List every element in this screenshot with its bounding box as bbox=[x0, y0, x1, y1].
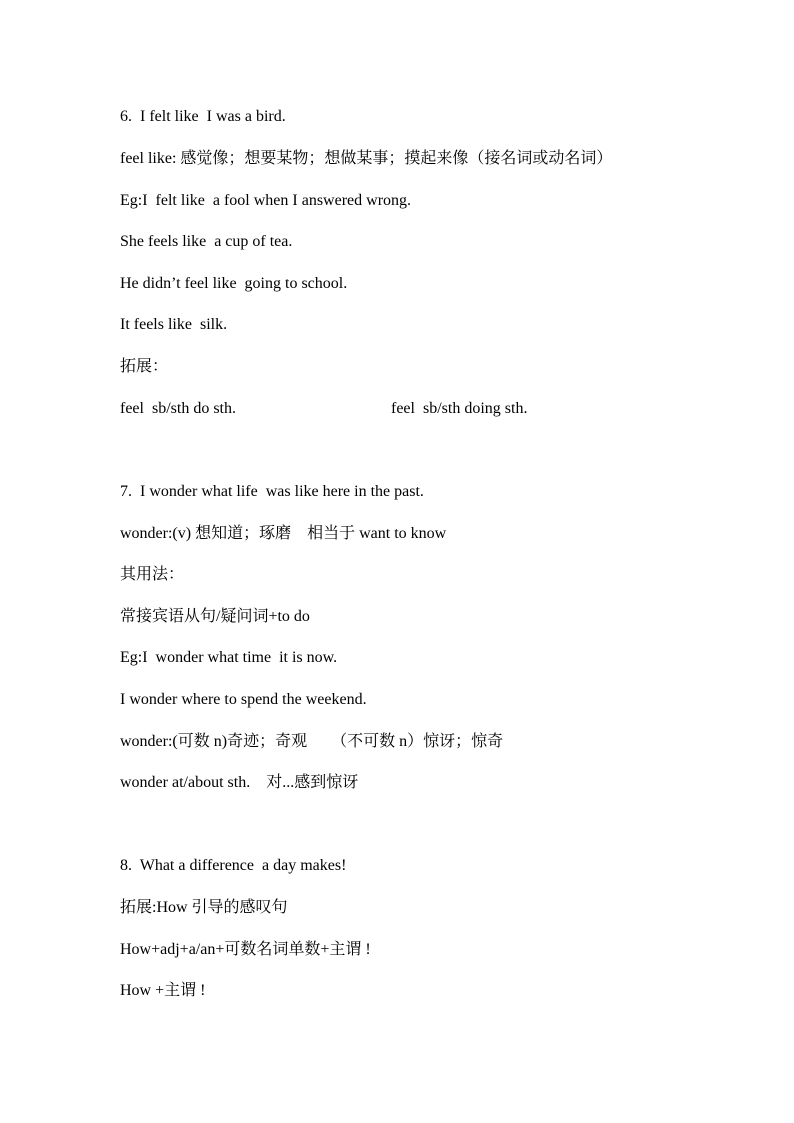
usage-label: 其用法： bbox=[120, 566, 185, 583]
example-sentence: Eg:I wonder what time it is now. bbox=[120, 649, 338, 666]
example-sentence: She feels like a cup of tea. bbox=[120, 233, 293, 250]
extension-pattern-right: feel sb/sth doing sth. bbox=[391, 400, 528, 417]
extension-label: 拓展： bbox=[120, 358, 169, 375]
wonder-noun-definition: wonder:(可数 n)奇迹；奇观 （不可数 n）惊讶；惊奇 bbox=[120, 733, 504, 750]
extension-note: 拓展:How 引导的感叹句 bbox=[120, 899, 288, 916]
wonder-phrase: wonder at/about sth. 对...感到惊讶 bbox=[120, 774, 359, 791]
feel-like-definition: feel like: 感觉像；想要某物；想做某事；摸起来像（接名词或动名词） bbox=[120, 150, 613, 167]
example-sentence: I wonder where to spend the weekend. bbox=[120, 691, 367, 708]
example-sentence: He didn’t feel like going to school. bbox=[120, 275, 348, 292]
section-6-heading: 6. I felt like I was a bird. bbox=[120, 108, 286, 125]
exclamation-pattern: How +主谓 ! bbox=[120, 982, 206, 999]
section-7-heading: 7. I wonder what life was like here in the past. bbox=[120, 483, 424, 500]
example-sentence: Eg:I felt like a fool when I answered wrong. bbox=[120, 192, 412, 209]
extension-pattern-left: feel sb/sth do sth. bbox=[120, 400, 236, 417]
usage-note: 常接宾语从句/疑问词+to do bbox=[120, 608, 310, 625]
example-sentence: It feels like silk. bbox=[120, 316, 228, 333]
wonder-verb-definition: wonder:(v) 想知道；琢磨 相当于 want to know bbox=[120, 525, 447, 542]
section-8-heading: 8. What a difference a day makes! bbox=[120, 857, 347, 874]
exclamation-pattern: How+adj+a/an+可数名词单数+主谓 ! bbox=[120, 941, 371, 958]
